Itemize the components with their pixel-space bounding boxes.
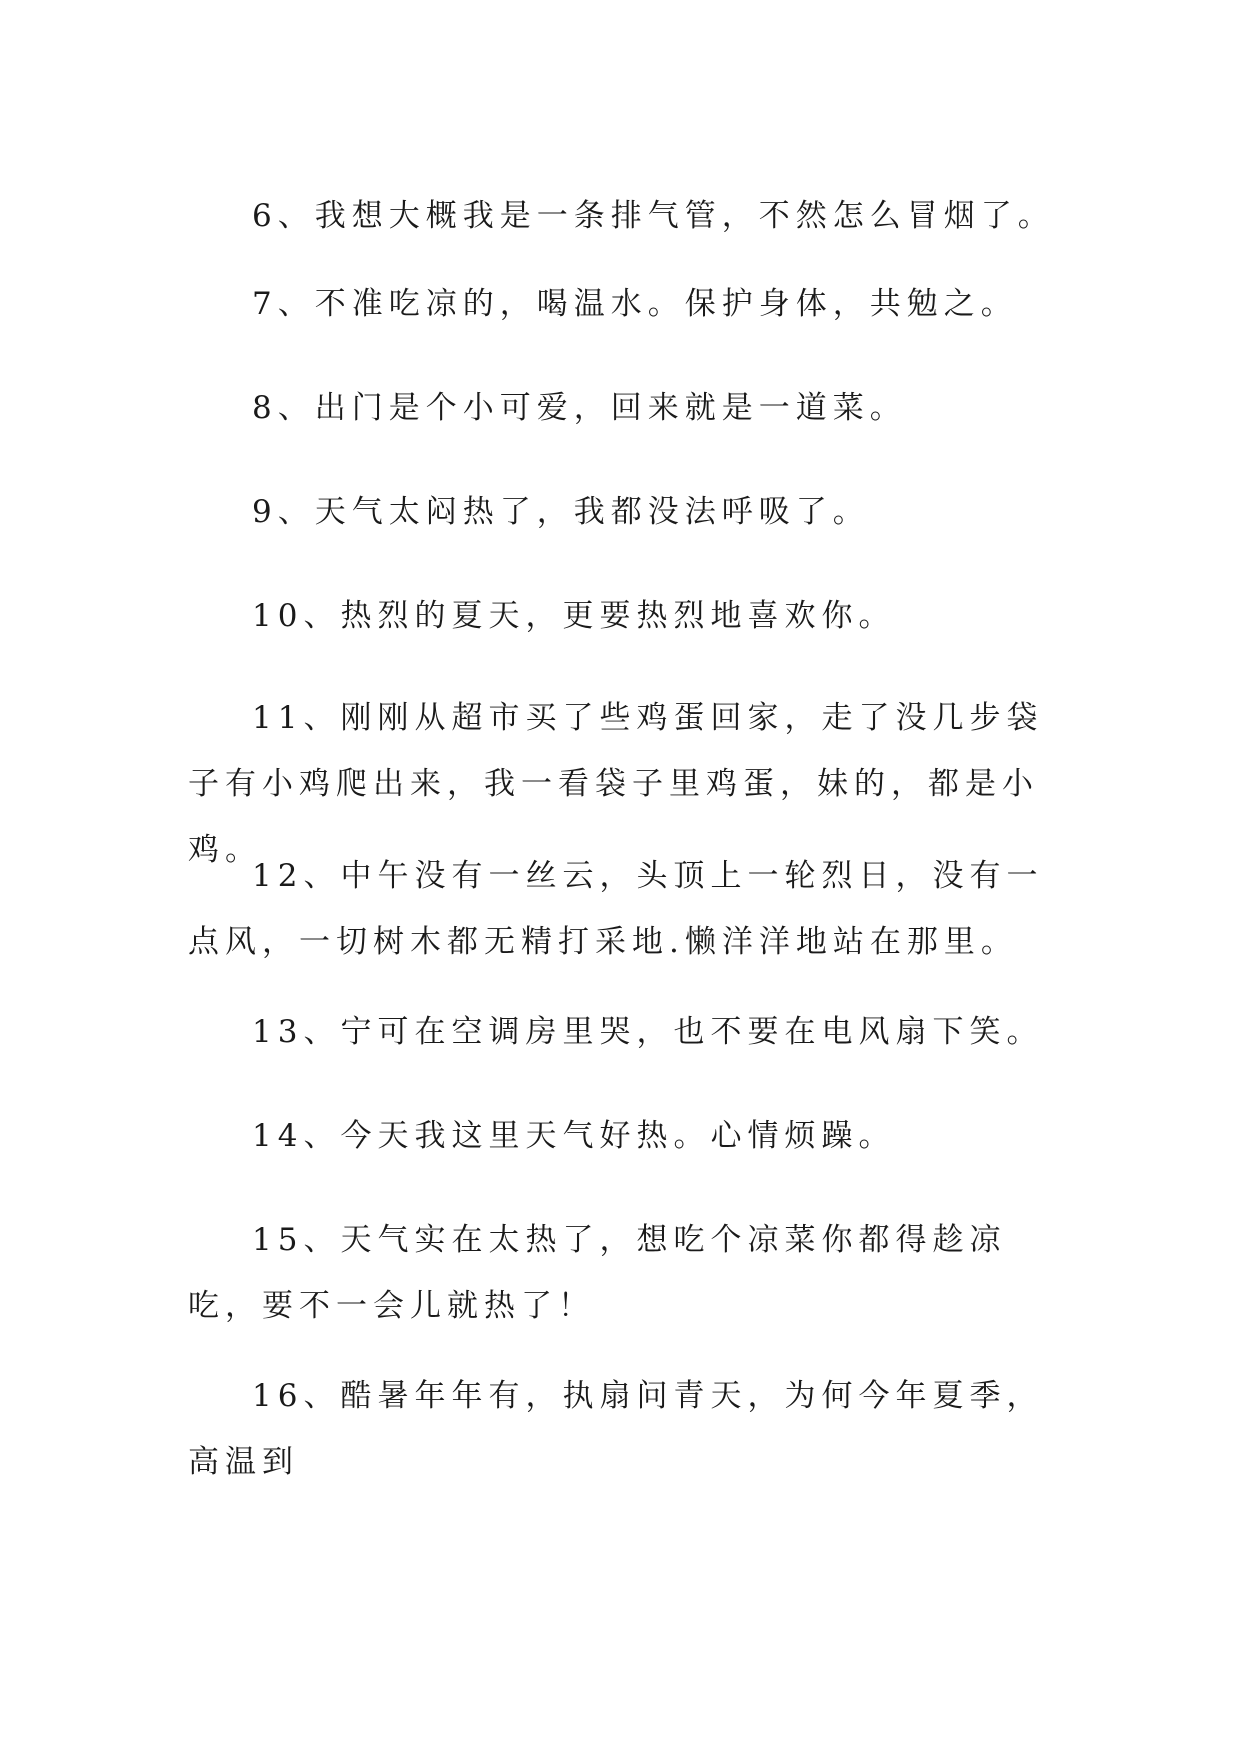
paragraph-15: 15、天气实在太热了，想吃个凉菜你都得趁凉吃，要不一会儿就热了！ (188, 1222, 1007, 1324)
paragraph-14: 14、今天我这里天气好热。心情烦躁。 (252, 1118, 896, 1154)
paragraph-12: 12、中午没有一丝云，头顶上一轮烈日，没有一点风，一切树木都无精打采地.懒洋洋地站在那里。 (188, 858, 1044, 960)
paragraph-16: 16、酷暑年年有，执扇问青天，为何今年夏季，高温到 (188, 1378, 1044, 1480)
paragraph-13: 13、宁可在空调房里哭，也不要在电风扇下笑。 (252, 1014, 1044, 1050)
paragraph-11: 11、刚刚从超市买了些鸡蛋回家，走了没几步袋子有小鸡爬出来，我一看袋子里鸡蛋，妹的，都是小鸡。 (188, 700, 1044, 868)
paragraph-7: 7、不准吃凉的，喝温水。保护身体，共勉之。 (252, 286, 1018, 322)
paragraph-9: 9、天气太闷热了，我都没法呼吸了。 (252, 494, 870, 530)
paragraph-10: 10、热烈的夏天，更要热烈地喜欢你。 (252, 598, 896, 634)
paragraph-6: 6、我想大概我是一条排气管，不然怎么冒烟了。 (252, 198, 1055, 234)
paragraph-8: 8、出门是个小可爱，回来就是一道菜。 (252, 390, 907, 426)
